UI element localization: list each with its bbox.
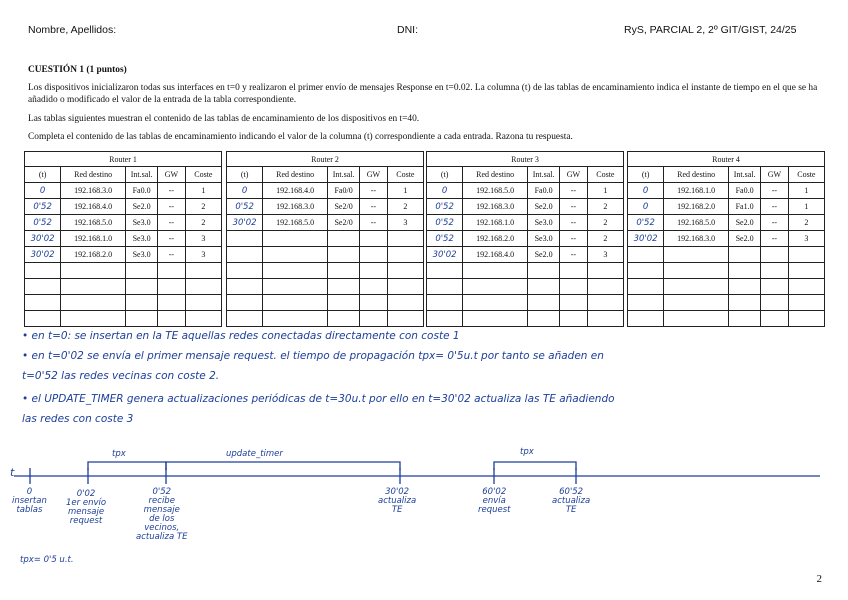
table-row bbox=[227, 279, 424, 295]
table-cell bbox=[560, 311, 588, 327]
table-cell bbox=[664, 295, 729, 311]
table-cell bbox=[761, 279, 789, 295]
table-cell: 1 bbox=[185, 183, 221, 199]
table-cell bbox=[126, 295, 158, 311]
table-cell: -- bbox=[560, 183, 588, 199]
table-cell bbox=[185, 263, 221, 279]
table-row bbox=[628, 215, 825, 231]
table-row bbox=[628, 199, 825, 215]
router-table-1 bbox=[24, 151, 222, 327]
note-line-4: • el UPDATE_TIMER genera actualizaciones periódicas de t=30u.t por ello en t=30'02 actualiza las TE añadiendo bbox=[22, 393, 615, 405]
table-cell bbox=[729, 263, 761, 279]
table-cell: 192.168.4.0 bbox=[263, 183, 328, 199]
table-cell bbox=[463, 279, 528, 295]
column-header: Int.sal. bbox=[528, 167, 560, 183]
column-header: Int.sal. bbox=[126, 167, 158, 183]
table-cell bbox=[560, 263, 588, 279]
table-row bbox=[427, 311, 624, 327]
column-header: (t) bbox=[427, 167, 463, 183]
table-cell: -- bbox=[761, 215, 789, 231]
table-row bbox=[427, 199, 624, 215]
table-row bbox=[427, 263, 624, 279]
table-row bbox=[25, 263, 222, 279]
table-cell: Fa0/0 bbox=[328, 183, 360, 199]
table-cell bbox=[263, 263, 328, 279]
table-row bbox=[227, 247, 424, 263]
table-cell: Se2/0 bbox=[328, 215, 360, 231]
time-cell bbox=[25, 279, 61, 295]
table-cell: 1 bbox=[587, 183, 623, 199]
time-cell: 0'52 bbox=[628, 215, 664, 231]
table-cell: -- bbox=[560, 199, 588, 215]
table-cell: 192.168.1.0 bbox=[463, 215, 528, 231]
table-cell bbox=[664, 263, 729, 279]
table-cell: -- bbox=[360, 183, 388, 199]
table-row bbox=[227, 199, 424, 215]
tpx-bracket-2 bbox=[494, 462, 576, 470]
column-header: GW bbox=[560, 167, 588, 183]
table-cell: -- bbox=[158, 199, 186, 215]
table-cell bbox=[328, 247, 360, 263]
table-cell: Se2.0 bbox=[528, 247, 560, 263]
table-cell: 2 bbox=[587, 231, 623, 247]
table-row bbox=[427, 295, 624, 311]
time-cell bbox=[25, 311, 61, 327]
column-header: GW bbox=[158, 167, 186, 183]
time-cell: 0'52 bbox=[227, 199, 263, 215]
table-cell: -- bbox=[158, 215, 186, 231]
table-cell: 192.168.3.0 bbox=[61, 183, 126, 199]
time-cell bbox=[25, 263, 61, 279]
table-cell: 192.168.1.0 bbox=[664, 183, 729, 199]
table-row bbox=[25, 311, 222, 327]
time-cell bbox=[227, 311, 263, 327]
table-cell bbox=[263, 311, 328, 327]
table-cell bbox=[788, 295, 824, 311]
time-cell bbox=[427, 295, 463, 311]
table-cell: Se2/0 bbox=[328, 199, 360, 215]
time-cell: 0 bbox=[628, 199, 664, 215]
table-row bbox=[25, 199, 222, 215]
table-cell: Fa0.0 bbox=[126, 183, 158, 199]
table-cell: 192.168.3.0 bbox=[664, 231, 729, 247]
table-row bbox=[628, 263, 825, 279]
time-cell: 30'02 bbox=[25, 231, 61, 247]
table-cell bbox=[788, 263, 824, 279]
table-cell bbox=[126, 311, 158, 327]
table-cell: -- bbox=[560, 247, 588, 263]
table-cell: 192.168.2.0 bbox=[664, 199, 729, 215]
table-row bbox=[25, 231, 222, 247]
table-cell bbox=[788, 311, 824, 327]
table-cell bbox=[387, 311, 423, 327]
table-row bbox=[628, 183, 825, 199]
table-row bbox=[427, 215, 624, 231]
question-title: CUESTIÓN 1 (1 puntos) bbox=[28, 65, 127, 75]
page-number: 2 bbox=[816, 573, 822, 585]
table-cell bbox=[761, 311, 789, 327]
question-paragraph-1: Los dispositivos inicializaron todas sus interfaces en t=0 y realizaron el primer envío de mensajes Response en t=0.02. La columna (t) de las tablas de encaminamiento indica el instante de tiempo en el que se ha añadido o modificado el valor de la entrada de la tabla correspondiente. bbox=[28, 83, 818, 105]
table-cell bbox=[360, 311, 388, 327]
time-cell bbox=[628, 295, 664, 311]
student-name-label: Nombre, Apellidos: bbox=[28, 24, 117, 36]
time-cell: 0'52 bbox=[427, 215, 463, 231]
column-header: Coste bbox=[387, 167, 423, 183]
table-cell: 192.168.5.0 bbox=[463, 183, 528, 199]
time-cell bbox=[227, 279, 263, 295]
table-cell: 192.168.2.0 bbox=[463, 231, 528, 247]
table-row bbox=[427, 279, 624, 295]
table-cell bbox=[328, 311, 360, 327]
table-cell bbox=[560, 279, 588, 295]
table-cell bbox=[360, 263, 388, 279]
table-cell bbox=[61, 295, 126, 311]
column-header: (t) bbox=[25, 167, 61, 183]
table-cell bbox=[263, 247, 328, 263]
table-row bbox=[25, 215, 222, 231]
table-cell bbox=[664, 247, 729, 263]
table-cell: Fa0.0 bbox=[729, 183, 761, 199]
time-cell: 0'52 bbox=[427, 231, 463, 247]
table-row bbox=[227, 215, 424, 231]
table-cell: -- bbox=[761, 183, 789, 199]
table-cell bbox=[126, 279, 158, 295]
column-header: Red destino bbox=[61, 167, 126, 183]
time-cell bbox=[427, 263, 463, 279]
question-paragraph-2: Las tablas siguientes muestran el contenido de las tablas de encaminamiento de los dispositivos en t=40. bbox=[28, 114, 420, 124]
table-cell: 3 bbox=[587, 247, 623, 263]
table-cell: -- bbox=[158, 183, 186, 199]
table-cell: Se2.0 bbox=[528, 199, 560, 215]
table-cell: -- bbox=[761, 231, 789, 247]
router-table-4 bbox=[627, 151, 825, 327]
time-cell bbox=[628, 279, 664, 295]
table-cell: 2 bbox=[788, 215, 824, 231]
column-header: Coste bbox=[185, 167, 221, 183]
table-cell bbox=[263, 279, 328, 295]
table-cell bbox=[61, 263, 126, 279]
table-cell bbox=[328, 231, 360, 247]
table-cell: 192.168.4.0 bbox=[463, 247, 528, 263]
table-cell bbox=[360, 279, 388, 295]
table-cell: 192.168.5.0 bbox=[664, 215, 729, 231]
table-cell: 1 bbox=[387, 183, 423, 199]
table-cell bbox=[664, 311, 729, 327]
column-header: Coste bbox=[587, 167, 623, 183]
table-row bbox=[628, 311, 825, 327]
table-cell bbox=[126, 263, 158, 279]
table-row bbox=[25, 247, 222, 263]
router-table-2 bbox=[226, 151, 424, 327]
question-paragraph-3: Completa el contenido de las tablas de encaminamiento indicando el valor de la columna (t) correspondiente a cada entrada. Razona tu respuesta. bbox=[28, 132, 573, 142]
table-row bbox=[227, 263, 424, 279]
table-cell bbox=[360, 247, 388, 263]
column-header: GW bbox=[360, 167, 388, 183]
tpx-bracket-1 bbox=[88, 462, 166, 470]
table-cell: Fa1.0 bbox=[729, 199, 761, 215]
table-cell bbox=[528, 263, 560, 279]
table-cell bbox=[528, 311, 560, 327]
table-cell bbox=[387, 231, 423, 247]
column-header: (t) bbox=[628, 167, 664, 183]
table-cell bbox=[587, 311, 623, 327]
event-t30-02: 30'02 actualiza TE bbox=[378, 487, 417, 515]
note-line-3: t=0'52 las redes vecinas con coste 2. bbox=[22, 370, 220, 382]
event-t60-02: 60'02 envía request bbox=[478, 487, 511, 515]
event-t60-52: 60'52 actualiza TE bbox=[552, 487, 591, 515]
table-cell bbox=[158, 311, 186, 327]
table-cell: -- bbox=[761, 199, 789, 215]
table-cell: 2 bbox=[587, 215, 623, 231]
table-cell bbox=[263, 231, 328, 247]
router-title: Router 3 bbox=[427, 152, 624, 167]
column-header: Int.sal. bbox=[328, 167, 360, 183]
table-row bbox=[25, 183, 222, 199]
table-cell bbox=[528, 279, 560, 295]
time-cell bbox=[227, 295, 263, 311]
table-cell: Se3.0 bbox=[126, 247, 158, 263]
table-cell: 2 bbox=[185, 199, 221, 215]
table-cell bbox=[387, 263, 423, 279]
note-line-1: • en t=0: se insertan en la TE aquellas redes conectadas directamente con coste 1 bbox=[22, 330, 460, 342]
table-cell bbox=[185, 295, 221, 311]
table-cell bbox=[463, 263, 528, 279]
time-cell: 0 bbox=[25, 183, 61, 199]
table-cell: Se3.0 bbox=[126, 215, 158, 231]
tpx-label-2: tpx bbox=[520, 447, 534, 457]
time-cell bbox=[427, 311, 463, 327]
table-cell: Se2.0 bbox=[729, 231, 761, 247]
table-cell: Fa0.0 bbox=[528, 183, 560, 199]
table-cell bbox=[788, 247, 824, 263]
time-cell: 0'52 bbox=[427, 199, 463, 215]
event-t0-02: 0'02 1er envío mensaje request bbox=[66, 489, 107, 526]
table-cell: 3 bbox=[387, 215, 423, 231]
time-cell bbox=[628, 247, 664, 263]
table-cell bbox=[328, 263, 360, 279]
table-cell: -- bbox=[560, 215, 588, 231]
table-cell bbox=[158, 263, 186, 279]
table-cell: 2 bbox=[587, 199, 623, 215]
table-row bbox=[227, 311, 424, 327]
update-timer-bracket bbox=[166, 462, 400, 470]
time-cell: 0 bbox=[227, 183, 263, 199]
note-line-5: las redes con coste 3 bbox=[22, 413, 134, 425]
table-cell: Se3.0 bbox=[528, 231, 560, 247]
table-row bbox=[427, 231, 624, 247]
event-t0-52: 0'52 recibe mensaje de los vecinos, actualiza TE bbox=[136, 487, 188, 542]
time-cell: 0'52 bbox=[25, 199, 61, 215]
router-title: Router 2 bbox=[227, 152, 424, 167]
column-header: Red destino bbox=[263, 167, 328, 183]
table-cell bbox=[761, 295, 789, 311]
time-cell bbox=[227, 263, 263, 279]
table-cell: 1 bbox=[788, 183, 824, 199]
table-cell: 3 bbox=[185, 231, 221, 247]
column-header: (t) bbox=[227, 167, 263, 183]
table-cell bbox=[761, 247, 789, 263]
table-cell bbox=[560, 295, 588, 311]
time-cell: 30'02 bbox=[427, 247, 463, 263]
table-cell bbox=[528, 295, 560, 311]
table-cell: -- bbox=[360, 215, 388, 231]
table-row bbox=[427, 247, 624, 263]
time-cell bbox=[628, 311, 664, 327]
table-cell: 192.168.3.0 bbox=[463, 199, 528, 215]
table-cell: Se2.0 bbox=[729, 215, 761, 231]
table-cell: -- bbox=[158, 231, 186, 247]
table-cell bbox=[387, 295, 423, 311]
table-cell: 2 bbox=[185, 215, 221, 231]
table-row bbox=[227, 231, 424, 247]
column-header: Int.sal. bbox=[729, 167, 761, 183]
table-cell: 1 bbox=[788, 199, 824, 215]
table-cell: Se3.0 bbox=[528, 215, 560, 231]
table-cell: 3 bbox=[185, 247, 221, 263]
update-timer-label: update_timer bbox=[226, 449, 283, 459]
table-row bbox=[628, 279, 825, 295]
table-row bbox=[628, 231, 825, 247]
table-cell: 3 bbox=[788, 231, 824, 247]
time-cell bbox=[227, 231, 263, 247]
table-cell bbox=[788, 279, 824, 295]
column-header: GW bbox=[761, 167, 789, 183]
table-cell bbox=[263, 295, 328, 311]
table-cell bbox=[387, 279, 423, 295]
table-cell bbox=[387, 247, 423, 263]
tpx-label-1: tpx bbox=[112, 449, 126, 459]
tpx-footnote: tpx= 0'5 u.t. bbox=[20, 555, 74, 565]
time-cell: 0 bbox=[427, 183, 463, 199]
table-row bbox=[25, 279, 222, 295]
table-cell: 192.168.3.0 bbox=[263, 199, 328, 215]
router-title: Router 1 bbox=[25, 152, 222, 167]
course-label: RyS, PARCIAL 2, 2º GIT/GIST, 24/25 bbox=[624, 24, 797, 36]
table-cell: -- bbox=[158, 247, 186, 263]
table-cell: -- bbox=[360, 199, 388, 215]
table-cell bbox=[761, 263, 789, 279]
table-cell bbox=[729, 279, 761, 295]
column-header: Red destino bbox=[463, 167, 528, 183]
note-line-2: • en t=0'02 se envía el primer mensaje request. el tiempo de propagación tpx= 0'5u.t por tanto se añaden en bbox=[22, 350, 604, 362]
table-cell bbox=[61, 311, 126, 327]
table-cell: 192.168.4.0 bbox=[61, 199, 126, 215]
table-row bbox=[227, 295, 424, 311]
table-row bbox=[25, 295, 222, 311]
table-cell bbox=[360, 231, 388, 247]
table-cell bbox=[729, 295, 761, 311]
table-cell bbox=[463, 295, 528, 311]
column-header: Coste bbox=[788, 167, 824, 183]
table-row bbox=[427, 183, 624, 199]
table-cell: Se2.0 bbox=[126, 199, 158, 215]
table-cell bbox=[729, 311, 761, 327]
table-cell: 192.168.5.0 bbox=[61, 215, 126, 231]
table-cell: 192.168.1.0 bbox=[61, 231, 126, 247]
table-cell bbox=[158, 295, 186, 311]
time-cell: 30'02 bbox=[628, 231, 664, 247]
dni-label: DNI: bbox=[397, 24, 418, 36]
event-t0: 0 insertan tablas bbox=[12, 487, 47, 515]
table-cell bbox=[729, 247, 761, 263]
time-cell bbox=[227, 247, 263, 263]
table-cell: -- bbox=[560, 231, 588, 247]
time-cell: 30'02 bbox=[25, 247, 61, 263]
time-cell: 30'02 bbox=[227, 215, 263, 231]
table-cell bbox=[587, 263, 623, 279]
router-table-3 bbox=[426, 151, 624, 327]
time-cell bbox=[628, 263, 664, 279]
table-cell bbox=[587, 279, 623, 295]
table-row bbox=[628, 247, 825, 263]
table-cell: 2 bbox=[387, 199, 423, 215]
table-cell bbox=[158, 279, 186, 295]
router-title: Router 4 bbox=[628, 152, 825, 167]
table-cell: Se3.0 bbox=[126, 231, 158, 247]
time-cell bbox=[427, 279, 463, 295]
column-header: Red destino bbox=[664, 167, 729, 183]
table-row bbox=[227, 183, 424, 199]
table-row bbox=[628, 295, 825, 311]
time-cell: 0 bbox=[628, 183, 664, 199]
table-cell bbox=[328, 295, 360, 311]
table-cell bbox=[664, 279, 729, 295]
time-cell bbox=[25, 295, 61, 311]
table-cell bbox=[61, 279, 126, 295]
table-cell bbox=[463, 311, 528, 327]
table-cell bbox=[185, 279, 221, 295]
table-cell bbox=[360, 295, 388, 311]
table-cell: 192.168.2.0 bbox=[61, 247, 126, 263]
table-cell bbox=[185, 311, 221, 327]
table-cell bbox=[328, 279, 360, 295]
table-cell bbox=[587, 295, 623, 311]
table-cell: 192.168.5.0 bbox=[263, 215, 328, 231]
timeline-axis-label: t bbox=[10, 466, 15, 479]
time-cell: 0'52 bbox=[25, 215, 61, 231]
